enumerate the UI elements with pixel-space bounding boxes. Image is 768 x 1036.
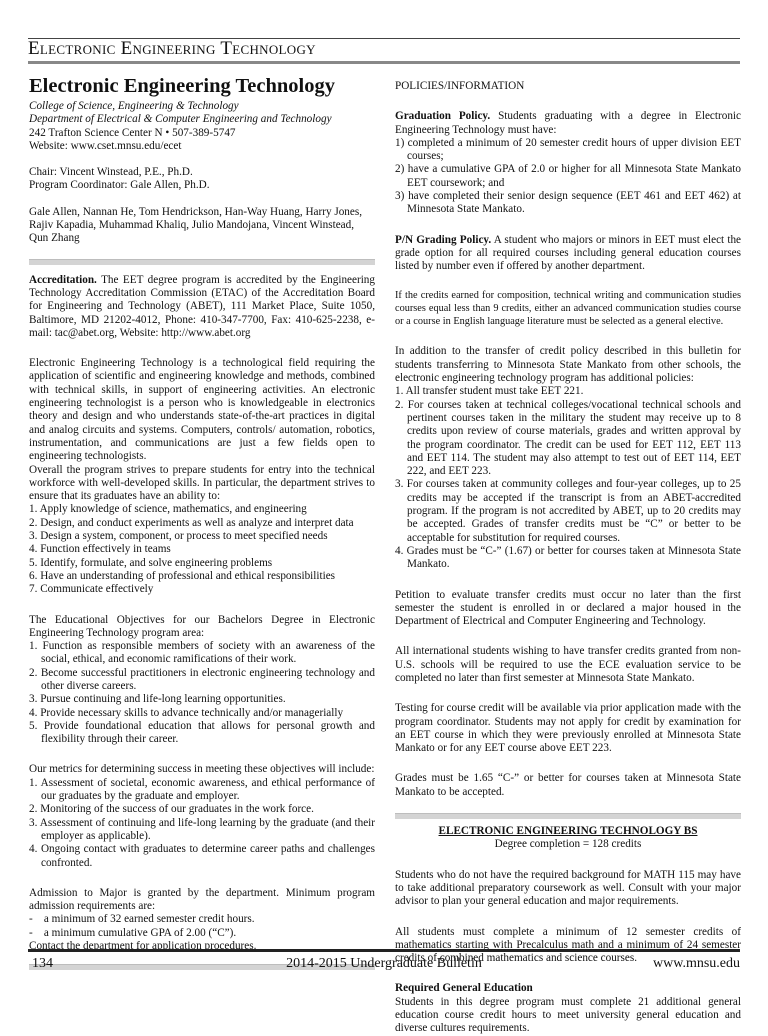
accreditation-text: The EET degree program is accredited by the Engineering Technology Accreditation Commission (ETAC) of the Accreditation Board for Engineering and Technology (ABET), 111 Market Place, Suite 1050, Baltimore, MD 21202-4012, Phone: 410-347-7700, Fax: 410-625-2238, e-mail: tac@abet.org, Website: http://www.abet.org (29, 273, 375, 339)
list-item: 4. Grades must be “C-” (1.67) or better for courses taken at Minnesota State Mankato. (395, 544, 741, 571)
college-name: College of Science, Engineering & Technology (29, 100, 239, 112)
objectives-intro: The Educational Objectives for our Bachelors Degree in Electronic Engineering Technology program area: (29, 613, 375, 639)
faculty-list: Gale Allen, Nannan He, Tom Hendrickson, Han-Way Huang, Harry Jones, Rajiv Kapadia, Muhammad Khaliq, Julio Mandojana, Vincent Winstead, Qun Zhang (29, 205, 363, 245)
right-column (395, 74, 741, 1036)
list-item: 3. Design a system, component, or process to meet specified needs (29, 530, 328, 543)
list-item: 3. Pursue continuing and life-long learning opportunities. (29, 693, 286, 706)
list-item: 2. Monitoring of the success of our graduates in the work force. (29, 803, 314, 816)
footer-url: www.mnsu.edu (653, 956, 740, 971)
list-item: 1. Apply knowledge of science, mathematics, and engineering (29, 503, 307, 516)
transfer-list (395, 385, 741, 571)
policies-heading: POLICIES/INFORMATION (395, 80, 525, 92)
testing-paragraph: Testing for course credit will be available via prior application made with the program coordinator. Students may not apply for credit by examination for an EET course in which they were previously enrolled at Minnesota State Mankato or for any EET course above EET 223. (395, 702, 741, 755)
list-item: 1. Assessment of societal, economic awareness, and ethical performance of our graduates by the graduate and employer. (29, 776, 375, 803)
overall-paragraph: Overall the program strives to prepare students for entry into the technical workforce with well-developed skills. In particular, the department strives to ensure that its graduates have an ability to: (29, 463, 375, 503)
list-item: 4. Provide necessary skills to advance technically and/or managerially (29, 706, 344, 719)
chair: Chair: Vincent Winstead, P.E., Ph.D. (29, 166, 193, 179)
list-item: 3) have completed their senior design sequence (EET 461 and EET 462) at Minnesota State Mankato. (395, 190, 741, 216)
math-prep-paragraph: Students who do not have the required background for MATH 115 may have to take additional preparatory coursework as well. Consult with your major advisor to plan your general education and major requirements. (395, 868, 741, 908)
list-item: 1) completed a minimum of 20 semester credit hours of upper division EET courses; (395, 136, 741, 163)
metrics-list (29, 777, 375, 870)
bs-credits: Degree completion = 128 credits (494, 838, 642, 851)
accreditation-label: Accreditation. (29, 273, 97, 286)
website: Website: www.cset.mnsu.edu/ecet (29, 139, 182, 152)
list-item: 4. Function effectively in teams (29, 543, 171, 556)
accreditation-paragraph (29, 274, 375, 340)
grades-paragraph: Grades must be 1.65 “C-” or better for courses taken at Minnesota State Mankato to be accepted. (395, 772, 741, 798)
list-item: 7. Communicate effectively (29, 583, 154, 596)
international-paragraph: All international students wishing to have transfer credits granted from non-U.S. schools will be required to use the ECE evaluation service to be completed no later than first semester at Minnesota State Mankato. (395, 645, 741, 684)
department-title: Electronic Engineering Technology (29, 75, 335, 97)
pn-label: P/N Grading Policy. (395, 233, 492, 246)
gen-ed-paragraph: Students in this degree program must complete 21 additional general education course credit hours to meet university general education and diverse cultures requirements. (395, 995, 741, 1035)
abilities-list (29, 503, 375, 596)
intro-paragraph: Electronic Engineering Technology is a technological field requiring the application of scientific and engineering knowledge and methods, combined with technical skills, in support of engineering activities. An electronic engineering technologist is a person who is knowledgeable in electronics theory and design and who understands state-of-the-art practices in digital and analog circuits and systems. Computers, controls/ automation, robotics, instrumentation, and communications are just a few fields open to engineering technologists. (29, 357, 375, 463)
list-item: 2) have a cumulative GPA of 2.0 or higher for all Minnesota State Mankato EET coursework; and (395, 163, 741, 189)
footer-rule (28, 949, 740, 952)
objectives-list (29, 640, 375, 746)
pn-grading-policy (395, 234, 741, 274)
list-item: 1. Function as responsible members of society with an awareness of the social, ethical, and economic ramifications of their work. (29, 640, 375, 666)
left-column (29, 74, 375, 970)
page-number: 134 (32, 956, 53, 971)
credits-paragraph: If the credits earned for composition, technical writing and communication studies courses equal less than 9 credits, either an advanced communication studies course or a course in English language literature must be selected as a general elective. (395, 289, 741, 328)
transfer-intro: In addition to the transfer of credit policy described in this bulletin for students transferring to Minnesota State Mankato from other schools, the electronic engineering technology program has additional policies: (395, 345, 741, 385)
pn-text: A student who majors or minors in EET must elect the grade option for all required courses including general education courses listed by number even if offered by another department. (395, 233, 742, 273)
list-item: 2. Become successful practitioners in electronic engineering technology and other diverse careers. (29, 666, 375, 692)
list-item: 5. Identify, formulate, and solve engineering problems (29, 556, 273, 569)
list-item: 2. For courses taken at technical colleges/vocational technical schools and pertinent courses taken in the military the student may receive up to 8 credits upon review of course materials, grades and written approval by the program coordinator. The credit can be used for EET 112, EET 113 and EET 114. The student may also attempt to test out of EET 114, EET 222, and EET 223. (395, 398, 741, 478)
running-header: Electronic Engineering Technology (28, 38, 316, 59)
admission-intro: Admission to Major is granted by the department. Minimum program admission requirements are: (29, 886, 375, 913)
admission-contact: Contact the department for application procedures. (29, 940, 257, 953)
list-item: 4. Ongoing contact with graduates to determine career paths and challenges confronted. (29, 843, 375, 869)
list-item: 3. For courses taken at community colleges and four-year colleges, up to 25 credits may be accepted if the transcript is from an ABET-accredited program. If the program is not accredited by ABET, up to 20 credits may be accepted. Grades of transfer credits must be “C” or better to be acceptable for substitution for required courses. (395, 478, 741, 544)
department-name: Department of Electrical & Computer Engineering and Technology (29, 113, 332, 126)
math-requirement-paragraph: All students must complete a minimum of 12 semester credits of mathematics starting with Precalculus math and a minimum of 24 semester credits of combined mathematics and science courses. (395, 925, 741, 965)
list-item: 3. Assessment of continuing and life-long learning by the graduate (and their employer as applicable). (29, 816, 375, 842)
list-item: 2. Design, and conduct experiments as well as analyze and interpret data (29, 516, 354, 529)
graduation-text: Students graduating with a degree in Electronic Engineering Technology must have: (395, 110, 741, 136)
petition-paragraph: Petition to evaluate transfer credits must occur no later than the first semester the student is enrolled in or declared a major housed in the Department of Electrical and Computer Engineering and Technology. (395, 588, 741, 628)
admission-item: - a minimum cumulative GPA of 2.00 (“C”). (29, 926, 237, 939)
bulletin-title: 2014-2015 Undergraduate Bulletin (286, 956, 482, 971)
bs-heading (395, 825, 741, 838)
address: 242 Trafton Science Center N • 507-389-5747 (29, 126, 236, 139)
gen-ed-heading-text: Required General Education (395, 982, 533, 995)
admission-item: - a minimum of 32 earned semester credit hours. (29, 913, 255, 926)
list-item: 6. Have an understanding of professional and ethical responsibilities (29, 569, 336, 582)
graduation-policy (395, 110, 741, 137)
program-coordinator: Program Coordinator: Gale Allen, Ph.D. (29, 179, 210, 192)
metrics-intro: Our metrics for determining success in meeting these objectives will include: (29, 763, 375, 776)
list-item: 5. Provide foundational education that allows for personal growth and flexibility through their career. (29, 719, 375, 746)
graduation-list (395, 137, 741, 217)
list-item: 1. All transfer student must take EET 221. (395, 385, 584, 398)
bs-heading-text: ELECTRONIC ENGINEERING TECHNOLOGY BS (438, 825, 698, 838)
graduation-label: Graduation Policy. (395, 110, 491, 123)
